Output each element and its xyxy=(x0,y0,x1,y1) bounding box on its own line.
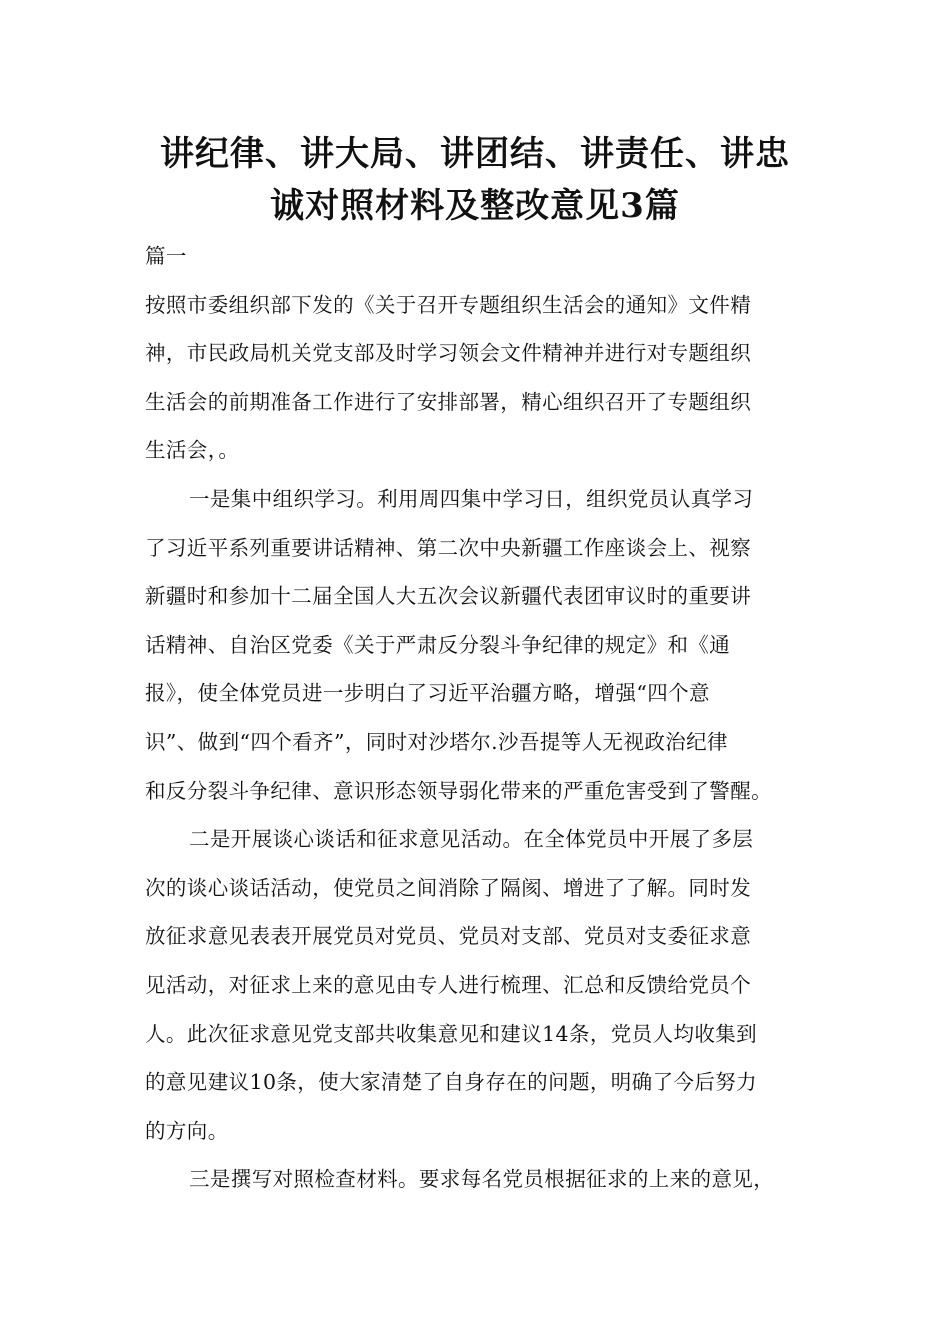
paragraph-line: 见活动，对征求上来的意见由专人进行梳理、汇总和反馈给党员个 xyxy=(145,972,752,997)
paragraph-line: 识”、做到“四个看齐”，同时对沙塔尔.沙吾提等人无视政治纪律 xyxy=(145,729,728,754)
paragraph-line: 按照市委组织部下发的《关于召开专题组织生活会的通知》文件精 xyxy=(145,292,752,317)
document-body xyxy=(145,232,815,1204)
paragraph-materials xyxy=(145,1155,815,1204)
paragraph-line: 的方向。 xyxy=(145,1118,229,1143)
paragraph-line: 生活会的前期准备工作进行了安排部署，精心组织召开了专题组织 xyxy=(145,389,752,414)
title-line-2: 诚对照材料及整改意见3篇 xyxy=(270,186,680,226)
title-line-1: 讲纪律、讲大局、讲团结、讲责任、讲忠 xyxy=(160,134,790,174)
paragraph-line: 和反分裂斗争纪律、意识形态领导弱化带来的严重危害受到了警醒。 xyxy=(145,778,772,803)
paragraph-line: 二是开展谈心谈话和征求意见活动。在全体党员中开展了多层 xyxy=(189,827,754,852)
paragraph-line: 一是集中组织学习。利用周四集中学习日，组织党员认真学习 xyxy=(189,486,754,511)
paragraph-line: 神，市民政局机关党支部及时学习领会文件精神并进行对专题组织 xyxy=(145,341,752,366)
paragraph-line: 生活会，。 xyxy=(145,438,240,463)
paragraph-study xyxy=(145,475,815,815)
paragraph-line: 放征求意见表表开展党员对党员、党员对支部、党员对支委征求意 xyxy=(145,924,752,949)
paragraph-line: 三是撰写对照检查材料。要求每名党员根据征求的上来的意见， xyxy=(189,1167,775,1192)
paragraph-talks xyxy=(145,815,815,1155)
document-title xyxy=(140,128,810,232)
paragraph-line: 人。此次征求意见党支部共收集意见和建议14条，党员人均收集到 xyxy=(145,1021,758,1046)
paragraph-line: 的意见建议10条，使大家清楚了自身存在的问题，明确了今后努力 xyxy=(145,1070,758,1095)
section-label: 篇一 xyxy=(145,244,187,268)
paragraph-intro xyxy=(145,281,815,475)
paragraph-line: 报》，使全体党员进一步明白了习近平治疆方略，增强“四个意 xyxy=(145,681,710,706)
paragraph-line: 话精神、自治区党委《关于严肃反分裂斗争纪律的规定》和《通 xyxy=(145,632,731,657)
paragraph-line: 次的谈心谈话活动，使党员之间消除了隔阂、增进了了解。同时发 xyxy=(145,875,752,900)
paragraph-line: 了习近平系列重要讲话精神、第二次中央新疆工作座谈会上、视察 xyxy=(145,535,752,560)
paragraph-line: 新疆时和参加十二届全国人大五次会议新疆代表团审议时的重要讲 xyxy=(145,584,752,609)
